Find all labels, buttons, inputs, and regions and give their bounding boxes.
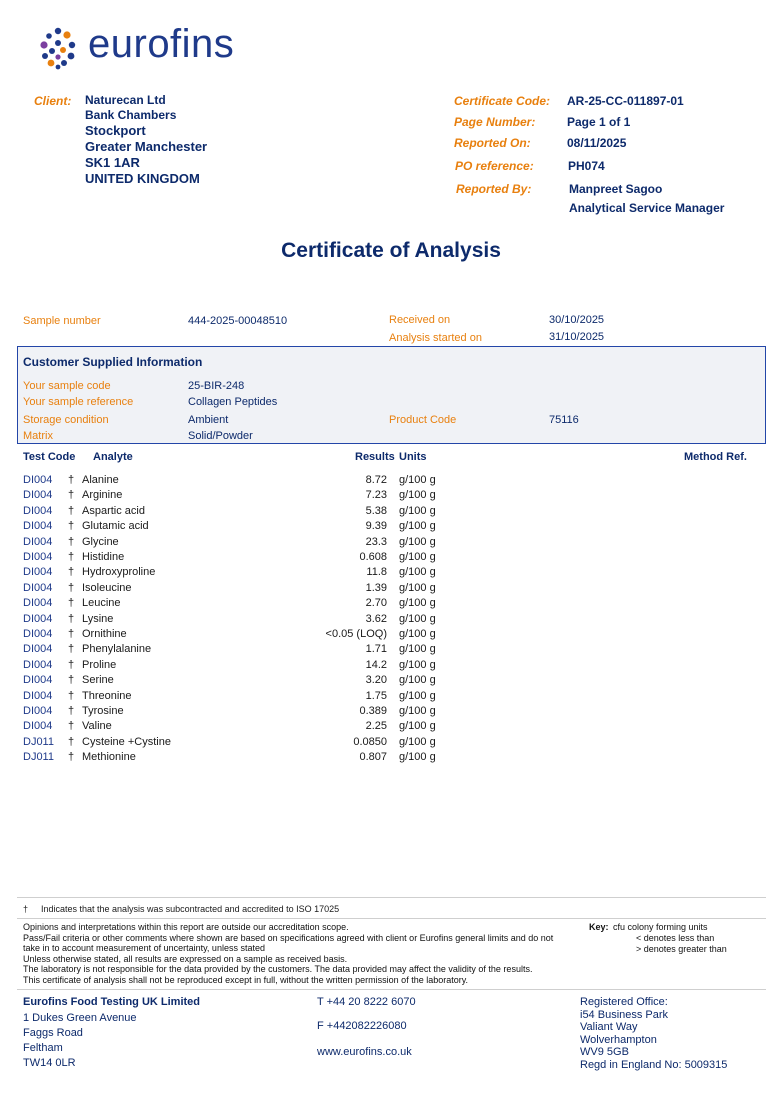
- footnote-divider: [17, 897, 766, 898]
- test-code: DJ011: [23, 751, 54, 764]
- customer-info-title: Customer Supplied Information: [23, 355, 203, 369]
- result-unit: g/100 g: [399, 597, 436, 610]
- sample-number: 444-2025-00048510: [188, 315, 288, 327]
- analyte-name: Isoleucine: [82, 581, 132, 594]
- footer-divider: [17, 989, 766, 990]
- key-line: < denotes less than: [636, 933, 715, 943]
- client-address-line: SK1 1AR: [85, 155, 140, 170]
- result-unit: g/100 g: [399, 689, 436, 702]
- table-row: [0, 566, 782, 581]
- footer-company-name: Eurofins Food Testing UK Limited: [23, 996, 201, 1008]
- sample-code-label: Your sample code: [23, 380, 111, 392]
- result-value: 7.23: [365, 489, 387, 502]
- dagger-mark: †: [68, 674, 75, 687]
- test-code: DI004: [23, 566, 53, 579]
- matrix-label: Matrix: [23, 430, 53, 442]
- footer-website-link[interactable]: www.eurofins.co.uk: [317, 1046, 412, 1058]
- dagger-mark: †: [68, 705, 75, 717]
- table-row: [0, 674, 782, 689]
- result-value: 2.70: [365, 597, 387, 610]
- registered-office-line: Registered Office:: [580, 996, 668, 1008]
- test-code: DI004: [23, 674, 53, 687]
- eurofins-logo-icon: [36, 26, 80, 70]
- result-unit: g/100 g: [399, 566, 436, 579]
- dagger-mark: †: [68, 597, 75, 610]
- analyte-name: Histidine: [82, 551, 125, 563]
- sample-reference-label: Your sample reference: [23, 396, 134, 408]
- table-row: [0, 643, 782, 658]
- result-value: 0.608: [359, 551, 387, 563]
- result-value: <0.05 (LOQ): [325, 628, 387, 640]
- certificate-code-label: Certificate Code:: [454, 94, 551, 108]
- analyte-name: Valine: [82, 720, 112, 733]
- footer-address-line: 1 Dukes Green Avenue: [23, 1012, 137, 1024]
- analyte-name: Arginine: [82, 489, 123, 502]
- test-code: DI004: [23, 643, 53, 656]
- test-code: DI004: [23, 597, 53, 610]
- analyte-name: Leucine: [82, 597, 121, 610]
- dagger-mark: †: [68, 658, 75, 671]
- dagger-mark: †: [68, 581, 75, 594]
- dagger-mark: †: [68, 535, 75, 548]
- table-row: [0, 613, 782, 628]
- dagger-mark: †: [68, 720, 75, 733]
- analyte-name: Glycine: [82, 535, 119, 548]
- table-row: [0, 474, 782, 489]
- po-reference-label: PO reference:: [455, 159, 534, 173]
- result-value: 1.39: [365, 581, 387, 594]
- key-line: cfu colony forming units: [613, 922, 708, 932]
- footer-address-line: Feltham: [23, 1042, 63, 1054]
- result-value: 8.72: [365, 474, 387, 486]
- analyte-name: Threonine: [82, 689, 132, 702]
- footer-fax: F +442082226080: [317, 1020, 407, 1032]
- client-address-line: UNITED KINGDOM: [85, 171, 200, 186]
- disclaimer-line: The laboratory is not responsible for the data provided by the customers. The data provided may affect the validity of the results.: [23, 964, 533, 974]
- certificate-code: AR-25-CC-011897-01: [567, 94, 684, 108]
- reported-by-title: Analytical Service Manager: [569, 201, 725, 215]
- disclaimer-line: Pass/Fail criteria or other comments where shown are based on specifications agreed with client or Eurofins general limits and do not: [23, 932, 554, 943]
- test-code: DI004: [23, 720, 53, 733]
- result-value: 5.38: [365, 504, 387, 517]
- analyte-name: Phenylalanine: [82, 643, 152, 656]
- sample-reference: Collagen Peptides: [188, 396, 278, 408]
- result-unit: g/100 g: [399, 643, 436, 656]
- analyte-name: Methionine: [82, 751, 136, 764]
- test-code: DI004: [23, 658, 53, 671]
- analysis-started-date: 31/10/2025: [549, 331, 605, 343]
- client-label: Client:: [34, 94, 72, 108]
- analyte-name: Hydroxyproline: [82, 566, 156, 579]
- test-code: DI004: [23, 504, 53, 517]
- result-value: 23.3: [365, 535, 387, 548]
- test-code: DI004: [23, 474, 53, 486]
- table-row: [0, 536, 782, 551]
- product-code-label: Product Code: [389, 414, 457, 426]
- page-number-label: Page Number:: [454, 115, 536, 129]
- result-value: 3.62: [365, 612, 387, 625]
- test-code: DI004: [23, 581, 53, 594]
- result-value: 11.8: [366, 566, 387, 579]
- registered-office-line: WV9 5GB: [580, 1046, 629, 1058]
- registered-office-line: Wolverhampton: [580, 1033, 657, 1046]
- result-unit: g/100 g: [399, 612, 436, 625]
- table-row: [0, 582, 782, 597]
- column-header-test-code: Test Code: [23, 451, 76, 463]
- result-unit: g/100 g: [399, 628, 436, 640]
- reported-on-label: Reported On:: [454, 136, 531, 150]
- table-row: [0, 520, 782, 535]
- table-row: [0, 751, 782, 766]
- column-header-method-ref: Method Ref.: [684, 451, 747, 463]
- sample-code: 25-BIR-248: [188, 380, 245, 392]
- registered-office-line: i54 Business Park: [580, 1008, 669, 1021]
- result-unit: g/100 g: [399, 489, 436, 502]
- reported-on-date: 08/11/2025: [567, 136, 627, 150]
- result-unit: g/100 g: [399, 535, 436, 548]
- client-address-line: Stockport: [85, 123, 146, 138]
- result-unit: g/100 g: [399, 705, 436, 717]
- dagger-mark: †: [68, 751, 75, 764]
- table-row: [0, 690, 782, 705]
- dagger-mark: †: [68, 612, 75, 625]
- result-unit: g/100 g: [399, 474, 436, 486]
- column-header-analyte: Analyte: [93, 451, 133, 463]
- dagger-mark: †: [68, 628, 75, 640]
- result-unit: g/100 g: [399, 581, 436, 594]
- disclaimer-line: Unless otherwise stated, all results are expressed on a sample as received basis.: [23, 953, 348, 964]
- client-address-line: Bank Chambers: [85, 108, 177, 122]
- result-unit: g/100 g: [399, 674, 436, 687]
- result-unit: g/100 g: [399, 751, 436, 764]
- dagger-mark: †: [68, 551, 75, 563]
- po-reference: PH074: [568, 159, 605, 173]
- footer-telephone: T +44 20 8222 6070: [317, 996, 416, 1008]
- storage-condition-label: Storage condition: [23, 414, 109, 426]
- page-number: Page 1 of 1: [567, 115, 631, 129]
- dagger-mark: †: [68, 735, 75, 748]
- registered-office-line: Regd in England No: 5009315: [580, 1058, 728, 1071]
- analyte-name: Alanine: [82, 474, 119, 486]
- column-header-units: Units: [399, 451, 427, 463]
- product-code: 75116: [549, 414, 579, 426]
- dagger-mark: †: [68, 489, 75, 502]
- result-value: 2.25: [365, 720, 387, 733]
- dagger-footnote-mark: †: [23, 904, 29, 914]
- test-code: DJ011: [23, 735, 54, 748]
- result-value: 14.2: [365, 658, 387, 671]
- result-unit: g/100 g: [399, 520, 436, 533]
- analyte-name: Aspartic acid: [82, 504, 145, 517]
- matrix: Solid/Powder: [188, 430, 253, 442]
- key-line: > denotes greater than: [636, 944, 727, 954]
- table-row: [0, 628, 782, 643]
- disclaimer-line: This certificate of analysis shall not be reproduced except in full, without the written permission of the laboratory.: [23, 974, 469, 985]
- analyte-name: Tyrosine: [82, 705, 124, 717]
- sample-number-label: Sample number: [23, 315, 101, 327]
- reported-by-label: Reported By:: [456, 182, 532, 196]
- client-address: [85, 93, 207, 187]
- test-code: DI004: [23, 705, 53, 717]
- registered-office: [580, 996, 727, 1071]
- table-row: [0, 705, 782, 720]
- table-row: [0, 659, 782, 674]
- table-row: [0, 505, 782, 520]
- table-row: [0, 489, 782, 504]
- footer-address: [23, 1011, 137, 1071]
- result-value: 3.20: [365, 674, 387, 687]
- table-row: [0, 551, 782, 566]
- footer-address-line: Faggs Road: [23, 1027, 83, 1039]
- result-value: 1.75: [365, 689, 387, 702]
- key-label: Key:: [589, 922, 609, 932]
- received-on-date: 30/10/2025: [549, 314, 605, 326]
- result-unit: g/100 g: [399, 551, 436, 563]
- disclaimer-line: take in to account measurement of uncertainty, unless stated: [23, 943, 265, 953]
- disclaimer-line: Opinions and interpretations within this report are outside our accreditation scope.: [23, 922, 349, 932]
- company-logo-text: eurofins: [88, 22, 235, 66]
- result-value: 1.71: [365, 643, 387, 656]
- storage-condition: Ambient: [188, 414, 229, 426]
- analyte-name: Proline: [82, 658, 117, 671]
- table-row: [0, 736, 782, 751]
- test-code: DI004: [23, 551, 53, 563]
- result-unit: g/100 g: [399, 658, 436, 671]
- test-code: DI004: [23, 612, 53, 625]
- test-code: DI004: [23, 520, 53, 533]
- result-unit: g/100 g: [399, 735, 436, 748]
- analyte-name: Cysteine +Cystine: [82, 735, 171, 748]
- client-address-line: Greater Manchester: [85, 139, 208, 154]
- test-code: DI004: [23, 689, 53, 702]
- analysis-started-label: Analysis started on: [389, 332, 482, 344]
- result-value: 0.389: [359, 705, 387, 717]
- reported-by-name: Manpreet Sagoo: [569, 182, 663, 196]
- dagger-mark: †: [68, 520, 75, 533]
- test-code: DI004: [23, 535, 53, 548]
- disclaimer-text: [23, 922, 553, 985]
- column-header-results: Results: [355, 451, 395, 463]
- client-name: Naturecan Ltd: [85, 93, 166, 107]
- dagger-mark: †: [68, 566, 75, 579]
- dagger-mark: †: [68, 689, 75, 702]
- analyte-name: Serine: [82, 674, 114, 687]
- table-row: [0, 720, 782, 735]
- page-title: Certificate of Analysis: [281, 239, 501, 262]
- footer-address-line: TW14 0LR: [23, 1057, 76, 1069]
- result-unit: g/100 g: [399, 720, 436, 733]
- dagger-mark: †: [68, 474, 75, 486]
- dagger-footnote: Indicates that the analysis was subcontracted and accredited to ISO 17025: [41, 904, 340, 914]
- dagger-mark: †: [68, 504, 75, 517]
- analyte-name: Lysine: [82, 612, 114, 625]
- test-code: DI004: [23, 628, 53, 640]
- result-value: 9.39: [365, 520, 387, 533]
- result-value: 0.0850: [353, 735, 387, 748]
- registered-office-line: Valiant Way: [580, 1021, 638, 1033]
- received-on-label: Received on: [389, 314, 451, 326]
- result-unit: g/100 g: [399, 504, 436, 517]
- footnote-divider: [17, 918, 766, 919]
- dagger-mark: †: [68, 643, 75, 656]
- test-code: DI004: [23, 489, 53, 502]
- result-value: 0.807: [359, 751, 387, 764]
- analyte-name: Glutamic acid: [82, 520, 149, 533]
- analyte-name: Ornithine: [82, 628, 127, 640]
- table-row: [0, 597, 782, 612]
